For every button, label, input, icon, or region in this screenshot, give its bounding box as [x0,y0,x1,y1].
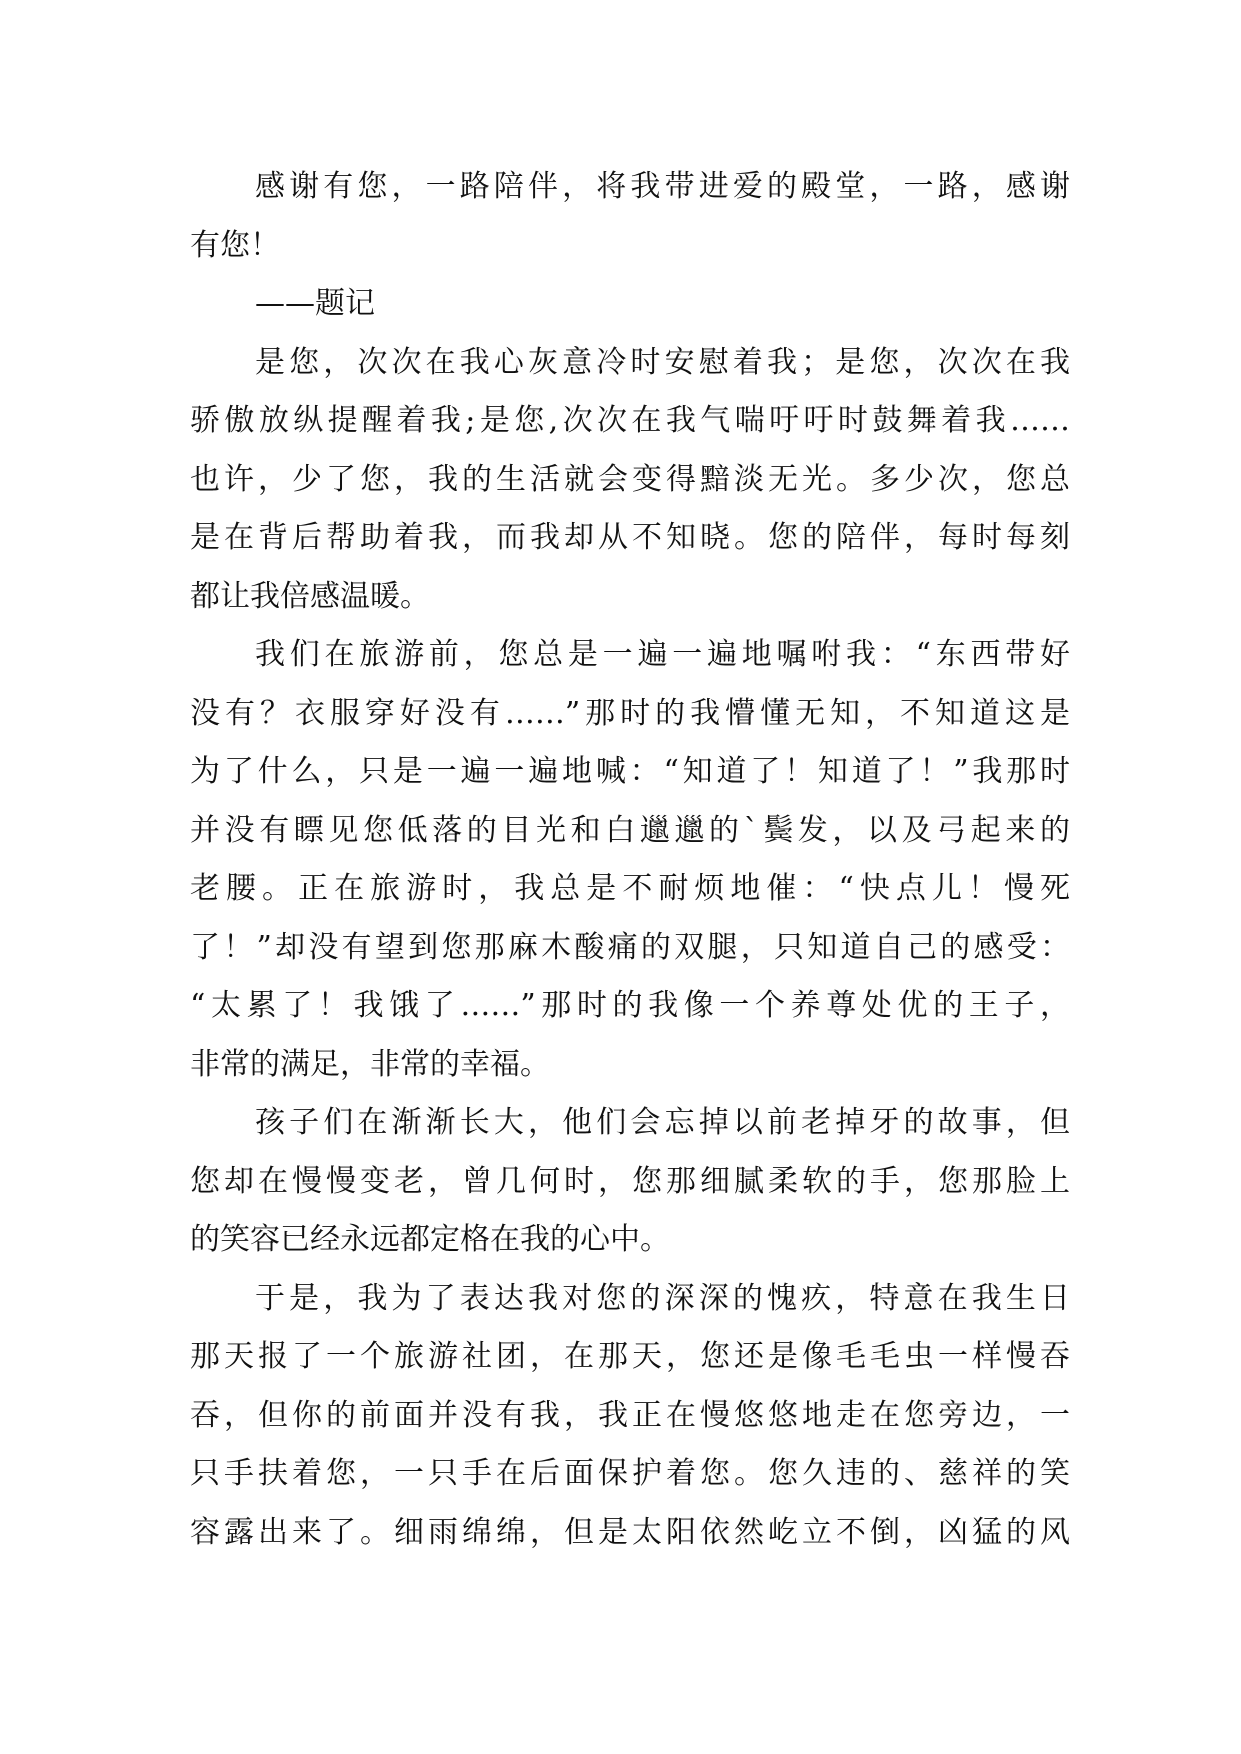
text-line: 非常的满足，非常的幸福。 [190,1046,550,1082]
text-line: 吞，但你的前面并没有我，我正在慢悠悠地走在您旁边，一 [190,1397,1070,1433]
text-line: 为了什么，只是一遍一遍地喊：“知道了！知道了！”我那时 [190,754,1070,789]
text-line: 都让我倍感温暖。 [190,578,430,614]
text-line: 并没有瞟见您低落的目光和白邋邋的`鬓发，以及弓起来的 [190,812,1070,848]
text-line: 没有？衣服穿好没有……”那时的我懵懂无知，不知道这是 [190,695,1070,731]
text-line: 于是，我为了表达我对您的深深的愧疚，特意在我生日 [255,1280,1070,1316]
text-line: 老腰。正在旅游时，我总是不耐烦地催：“快点儿！慢死 [190,871,1070,906]
text-line: 骄傲放纵提醒着我;是您,次次在我气喘吁吁时鼓舞着我…… [190,403,1070,438]
text-line: 只手扶着您，一只手在后面保护着您。您久违的、慈祥的笑 [190,1456,1070,1491]
text-line: 那天报了一个旅游社团，在那天，您还是像毛毛虫一样慢吞 [190,1339,1070,1374]
text-line: 孩子们在渐渐长大，他们会忘掉以前老掉牙的故事，但 [255,1105,1070,1140]
text-line: 了！”却没有望到您那麻木酸痛的双腿，只知道自己的感受： [190,929,1070,965]
text-line: 是在背后帮助着我，而我却从不知晓。您的陪伴，每时每刻 [190,520,1070,555]
text-line: ——题记 [255,286,375,321]
text-line: 也许，少了您，我的生活就会变得黯淡无光。多少次，您总 [190,461,1070,497]
text-line: 容露出来了。细雨绵绵，但是太阳依然屹立不倒，凶猛的风 [190,1514,1070,1550]
essay-body [190,158,1070,1562]
text-line: 的笑容已经永远都定格在我的心中。 [190,1222,670,1257]
text-line: “太累了！我饿了……”那时的我像一个养尊处优的王子， [190,988,1070,1023]
text-line: 感谢有您，一路陪伴，将我带进爱的殿堂，一路，感谢 [255,169,1070,204]
text-line: 您却在慢慢变老，曾几何时，您那细腻柔软的手，您那脸上 [190,1163,1070,1199]
text-line: 有您！ [190,227,280,263]
text-line: 我们在旅游前，您总是一遍一遍地嘱咐我：“东西带好 [255,637,1070,672]
text-line: 是您，次次在我心灰意冷时安慰着我；是您，次次在我 [255,344,1070,380]
